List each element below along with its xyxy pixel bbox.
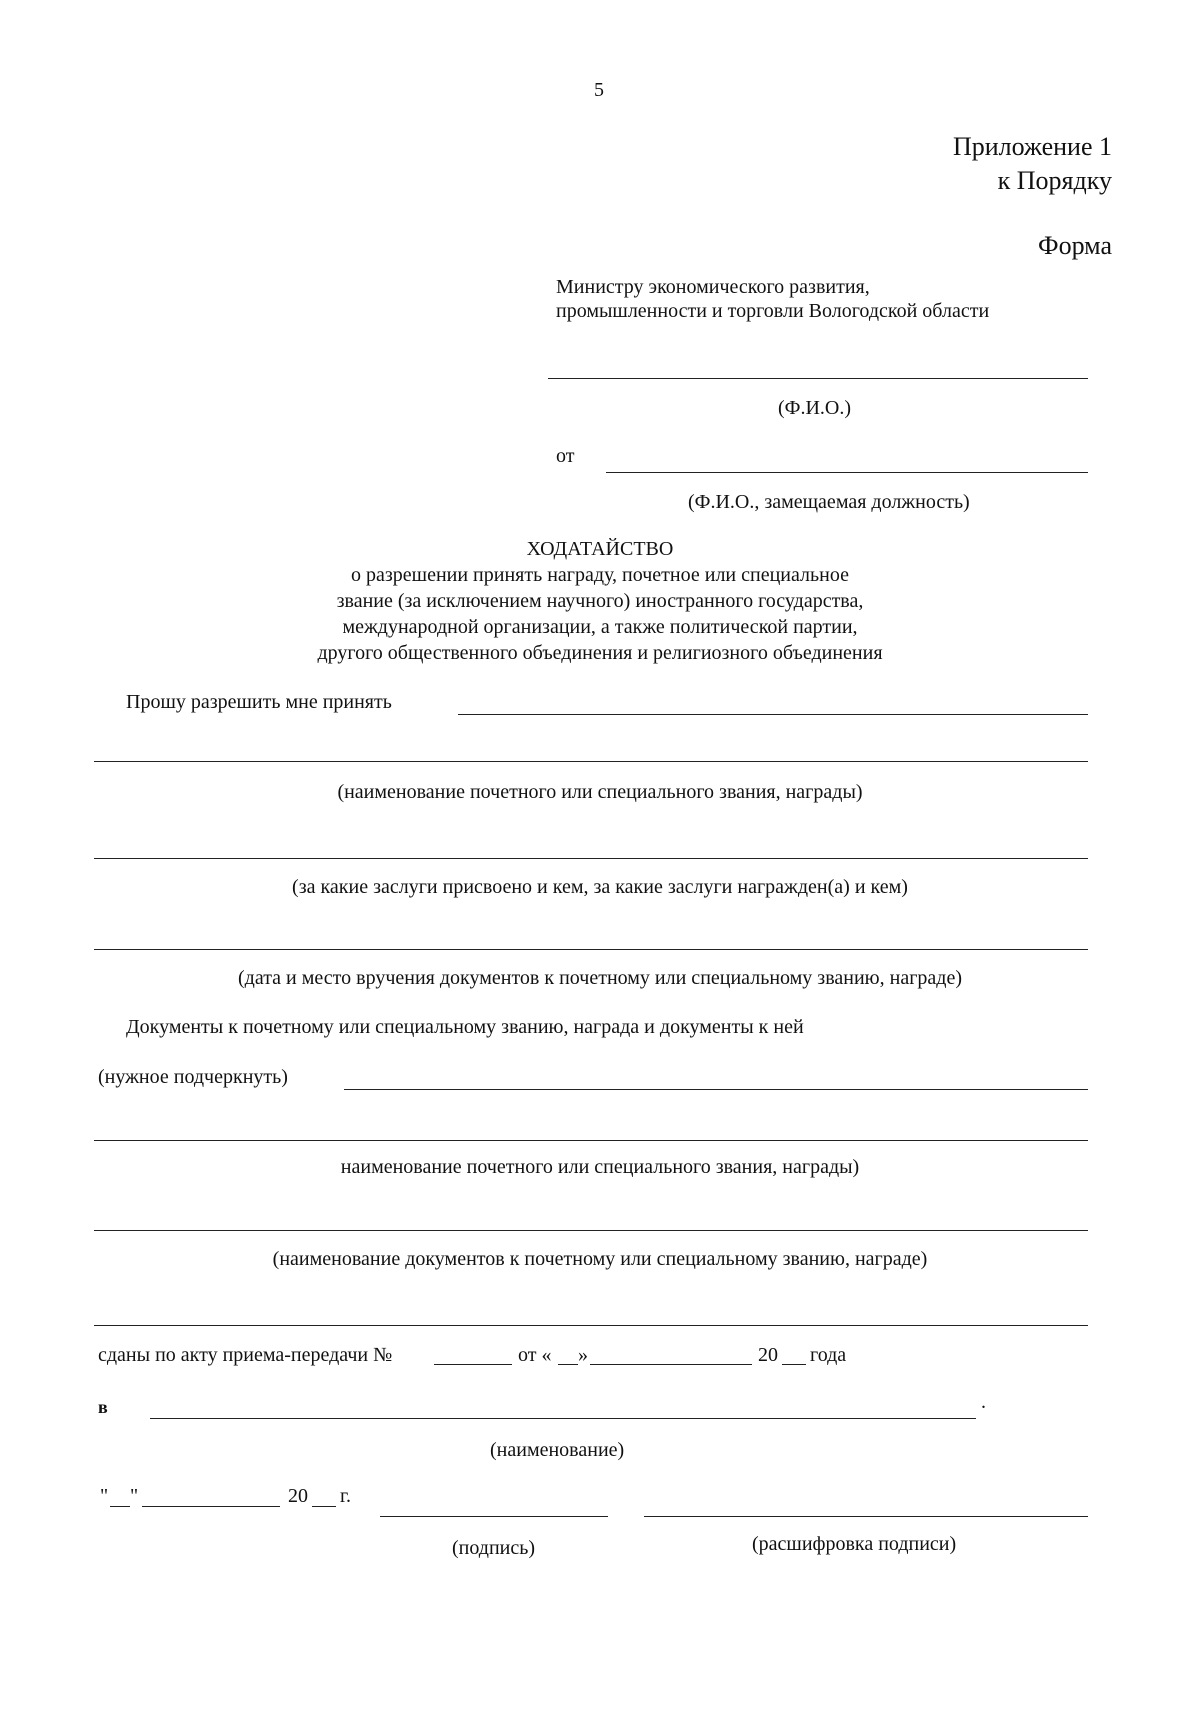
date-year-field[interactable] — [312, 1506, 336, 1507]
applicant-fio-line[interactable] — [606, 472, 1088, 473]
date-place-line[interactable] — [94, 949, 1088, 950]
underline-note: (нужное подчеркнуть) — [98, 1066, 288, 1088]
signature-caption: (подпись) — [452, 1537, 536, 1559]
signature-line[interactable] — [380, 1516, 608, 1517]
documents-line-1[interactable] — [344, 1089, 1088, 1090]
document-heading: ХОДАТАЙСТВО — [526, 538, 674, 560]
merits-line[interactable] — [94, 858, 1088, 859]
act-year-field[interactable] — [782, 1364, 806, 1365]
page-number: 5 — [594, 79, 604, 101]
merits-caption: (за какие заслуги присвоено и кем, за какие заслуги награжден(а) и кем) — [292, 876, 908, 898]
date-quote-open: " — [100, 1485, 109, 1507]
document-subtitle-3: международной организации, а также политической партии, — [342, 616, 858, 638]
document-subtitle-1: о разрешении принять награду, почетное или специальное — [351, 564, 849, 586]
act-from-label: от « — [518, 1344, 552, 1366]
signature-decode-caption: (расшифровка подписи) — [752, 1533, 957, 1555]
separator-line[interactable] — [94, 1325, 1088, 1326]
act-number-field[interactable] — [434, 1364, 512, 1365]
appendix-title: Приложение 1 — [952, 132, 1112, 161]
act-day-field[interactable] — [558, 1364, 578, 1365]
act-prefix: сданы по акту приема-передачи № — [98, 1344, 393, 1366]
request-label: Прошу разрешить мне принять — [126, 691, 392, 713]
act-close-quote: » — [578, 1344, 588, 1366]
minister-fio-caption: (Ф.И.О.) — [778, 397, 852, 419]
date-month-field[interactable] — [142, 1506, 280, 1507]
documents-name-line[interactable] — [94, 1230, 1088, 1231]
recipient-name-line[interactable] — [150, 1418, 976, 1419]
appendix-subtitle: к Порядку — [997, 166, 1112, 195]
recipient-name-caption: (наименование) — [490, 1439, 625, 1461]
act-year-suffix: года — [810, 1344, 847, 1366]
from-label: от — [556, 445, 575, 467]
minister-fio-line[interactable] — [548, 378, 1088, 379]
date-day-field[interactable] — [110, 1506, 130, 1507]
in-period: . — [981, 1391, 986, 1413]
document-subtitle-2: звание (за исключением научного) иностранного государства, — [336, 590, 864, 612]
date-year-suffix: г. — [340, 1485, 351, 1507]
award-name-line-1[interactable] — [458, 714, 1088, 715]
in-label: в — [98, 1397, 108, 1417]
award-name-caption: (наименование почетного или специального звания, награды) — [337, 781, 863, 803]
applicant-fio-caption: (Ф.И.О., замещаемая должность) — [688, 491, 970, 513]
documents-name-caption: (наименование документов к почетному или специальному званию, награде) — [272, 1248, 928, 1270]
award-name-line-2[interactable] — [94, 761, 1088, 762]
documents-line-2[interactable] — [94, 1140, 1088, 1141]
signature-decode-line[interactable] — [644, 1516, 1088, 1517]
act-month-field[interactable] — [590, 1364, 752, 1365]
date-year-prefix: 20 — [288, 1485, 308, 1507]
act-year-prefix: 20 — [758, 1344, 778, 1366]
addressee-line1: Министру экономического развития, — [556, 276, 870, 298]
award-name-caption-2: наименование почетного или специального звания, награды) — [340, 1156, 860, 1178]
form-label: Форма — [1038, 231, 1112, 260]
date-place-caption: (дата и место вручения документов к почетному или специальному званию, награде) — [238, 967, 962, 989]
documents-line: Документы к почетному или специальному званию, награда и документы к ней — [126, 1016, 804, 1038]
date-quote-close: " — [130, 1485, 139, 1507]
document-subtitle-4: другого общественного объединения и религиозного объединения — [317, 642, 883, 664]
addressee-line2: промышленности и торговли Вологодской области — [556, 300, 990, 322]
